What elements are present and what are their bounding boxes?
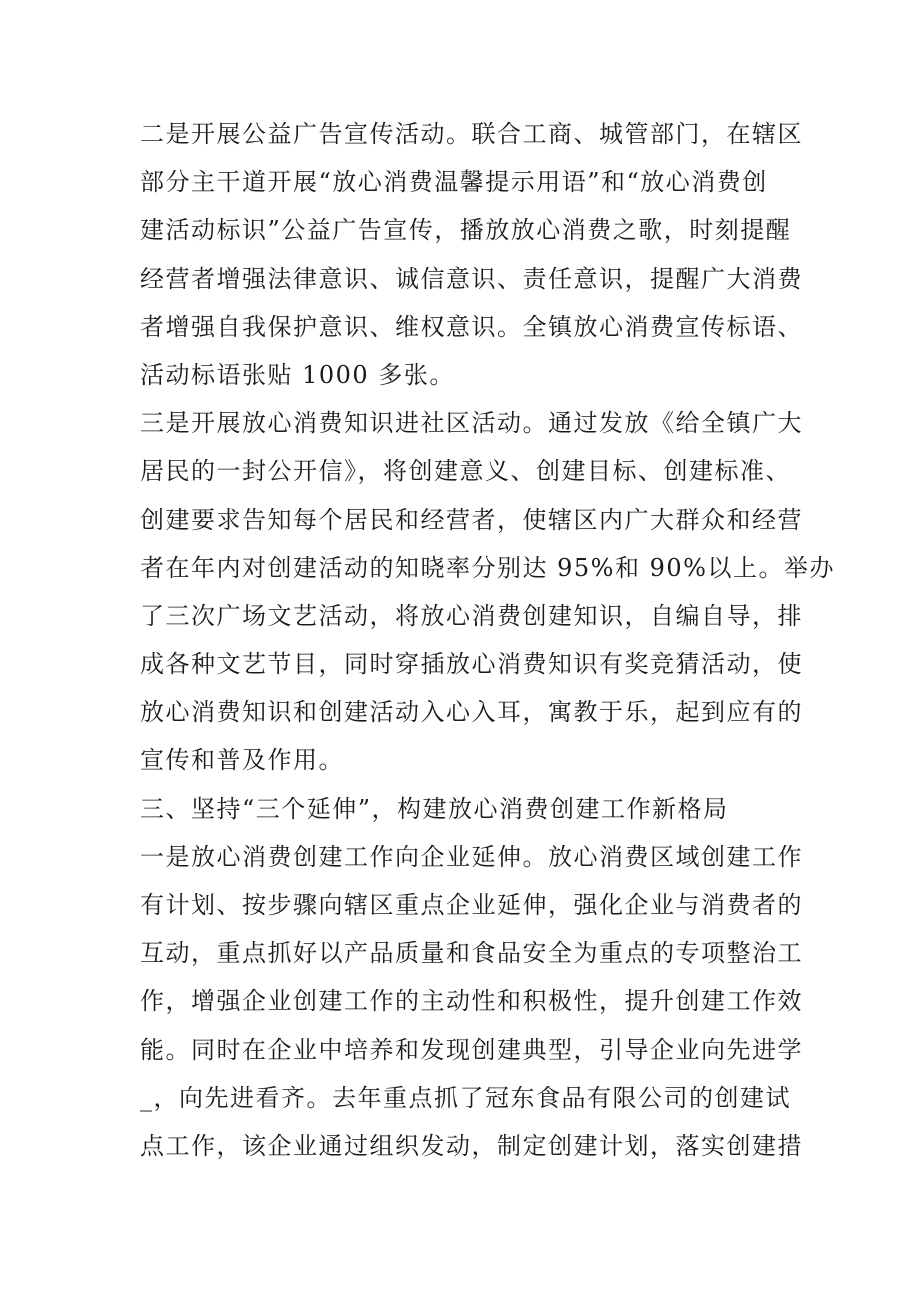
- text-line: 居民的一封公开信》，将创建意义、创建目标、创建标准、: [140, 457, 791, 486]
- text-line: 成各种文艺节目，同时穿插放心消费知识有奖竞猜活动，使: [140, 650, 803, 679]
- text-line: _，向先进看齐。去年重点抓了冠东食品有限公司的创建试: [140, 1083, 791, 1112]
- text-line: 了三次广场文艺活动，将放心消费创建知识，自编自导，排: [140, 601, 803, 630]
- body-text: [140, 110, 835, 1170]
- text-line: 二是开展公益广告宣传活动。联合工商、城管部门，在辖区: [140, 120, 803, 148]
- text-line: 互动，重点抓好以产品质量和食品安全为重点的专项整治工: [140, 939, 803, 968]
- text-line: 者增强自我保护意识、维权意识。全镇放心消费宣传标语、: [140, 312, 803, 341]
- text-line: 放心消费知识和创建活动入心入耳，寓教于乐，起到应有的: [140, 698, 803, 727]
- text-line: 宣传和普及作用。: [140, 746, 344, 775]
- text-line: 能。同时在企业中培养和发现创建典型，引导企业向先进学: [140, 1035, 803, 1064]
- text-line: 创建要求告知每个居民和经营者，使辖区内广大群众和经营: [140, 505, 803, 534]
- text-line: 三是开展放心消费知识进社区活动。通过发放《给全镇广大: [140, 409, 803, 438]
- text-line: 有计划、按步骤向辖区重点企业延伸，强化企业与消费者的: [140, 891, 803, 919]
- text-line: 活动标语张贴 1000 多张。: [140, 360, 455, 389]
- text-line: 部分主干道开展“放心消费温馨提示用语”和“放心消费创: [140, 168, 768, 197]
- text-line: 建活动标识”公益广告宣传，播放放心消费之歌，时刻提醒: [140, 216, 792, 245]
- section-heading: 三、坚持“三个延伸”，构建放心消费创建工作新格局: [140, 794, 729, 823]
- text-line: 者在年内对创建活动的知晓率分别达 95%和 90%以上。举办: [140, 553, 835, 582]
- text-line: 一是放心消费创建工作向企业延伸。放心消费区域创建工作: [140, 842, 803, 871]
- text-line: 经营者增强法律意识、诚信意识、责任意识，提醒广大消费: [140, 264, 803, 293]
- text-line: 点工作，该企业通过组织发动，制定创建计划，落实创建措: [140, 1131, 803, 1160]
- text-line: 作，增强企业创建工作的主动性和积极性，提升创建工作效: [140, 987, 803, 1016]
